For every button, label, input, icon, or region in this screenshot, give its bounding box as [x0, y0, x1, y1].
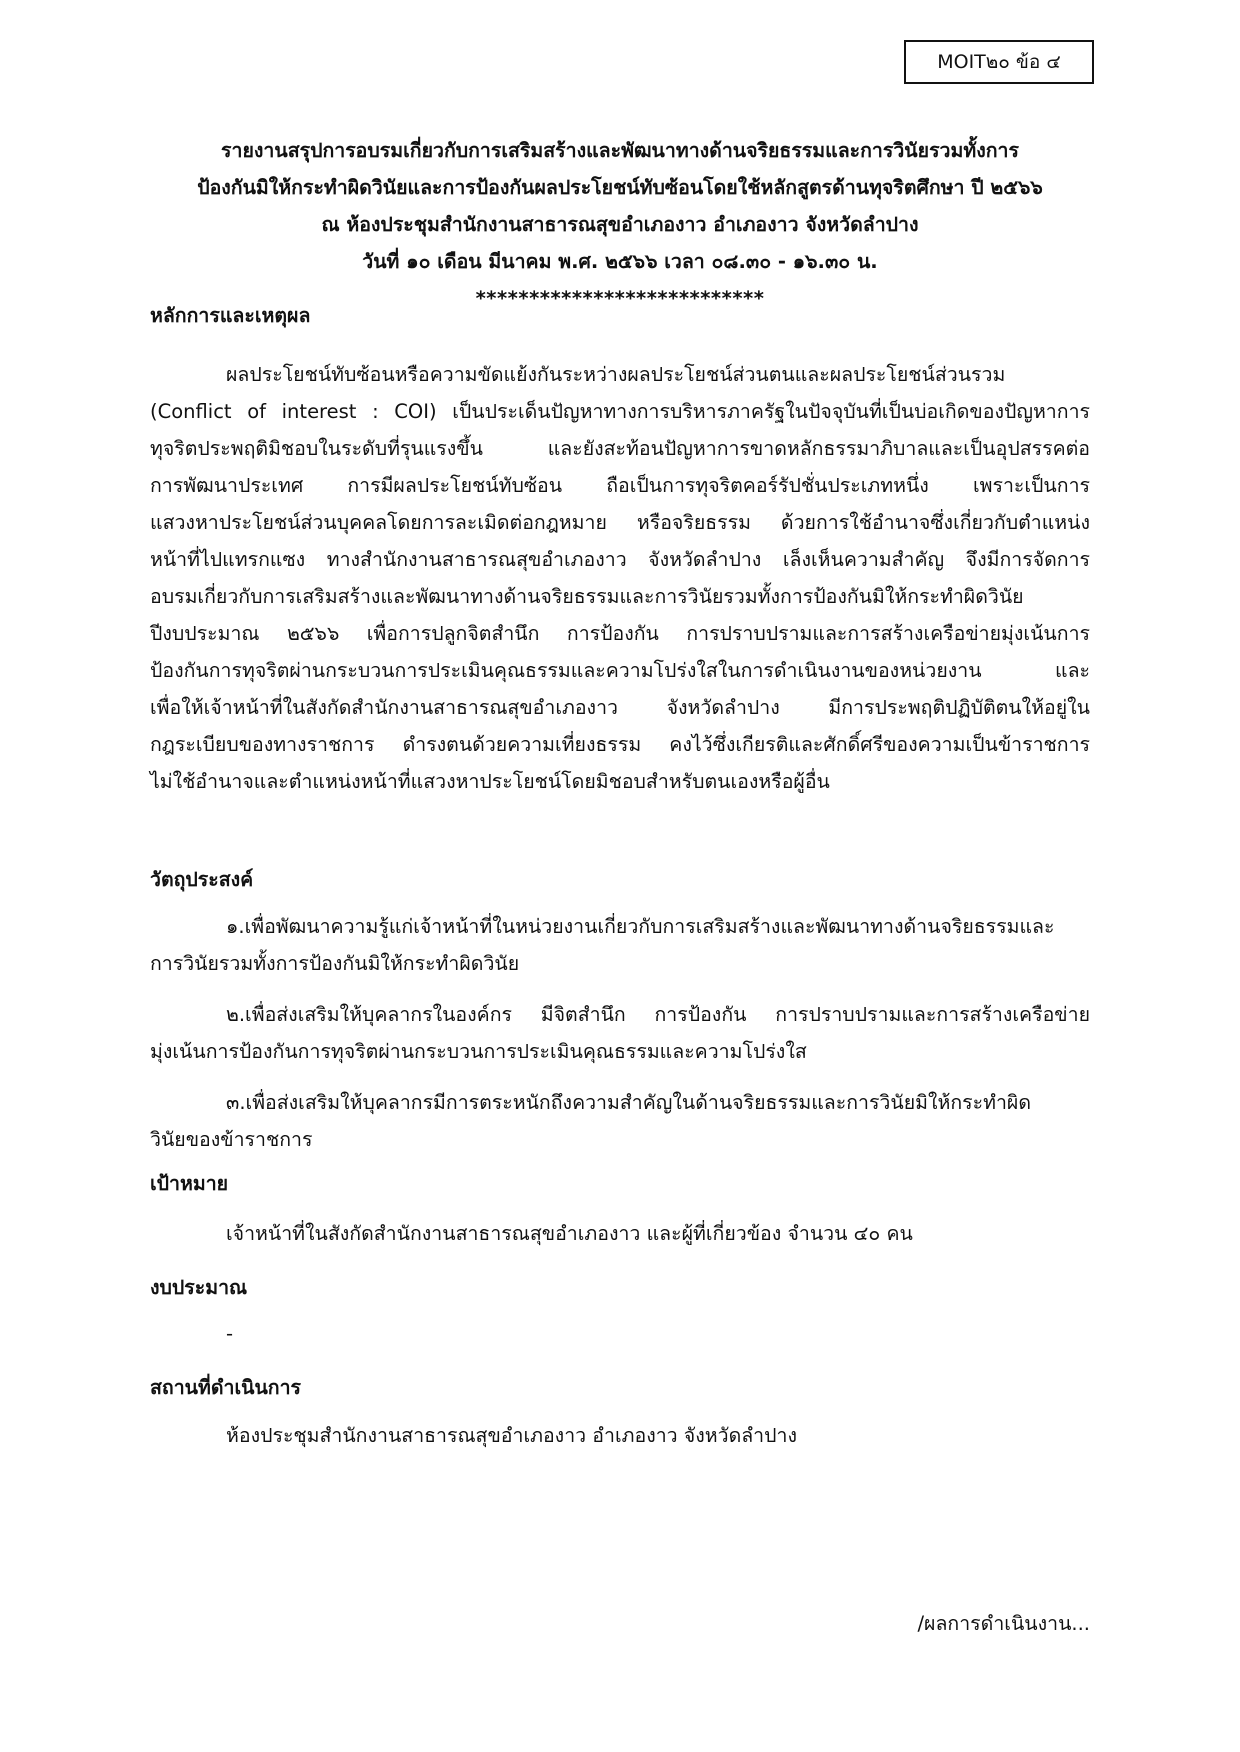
principles-paragraph	[150, 356, 1090, 800]
paragraph-line: ไม่ใช้อำนาจและตำแหน่งหน้าที่แสวงหาประโยชน์โดยมิชอบสำหรับตนเองหรือผู้อื่น	[150, 770, 830, 793]
continuation-note: /ผลการดำเนินงาน...	[917, 1612, 1090, 1635]
title-separator: ***************************	[475, 287, 765, 310]
document-reference-box	[904, 40, 1094, 84]
paragraph-line: ผลประโยชน์ทับซ้อนหรือความขัดแย้งกันระหว่างผลประโยชน์ส่วนตนและผลประโยชน์ส่วนรวม	[226, 363, 1006, 386]
paragraph-line: (Conflict of interest : COI) เป็นประเด็นปัญหาทางการบริหารภาครัฐในปัจจุบันที่เป็นบ่อเกิดของปัญหาการ	[150, 400, 1090, 423]
objective-item-1	[150, 908, 1090, 982]
venue-heading: สถานที่ดำเนินการ	[150, 1376, 302, 1399]
title-line: รายงานสรุปการอบรมเกี่ยวกับการเสริมสร้างและพัฒนาทางด้านจริยธรรมและการวินัยรวมทั้งการ	[221, 139, 1019, 162]
paragraph-line: หน้าที่ไปแทรกแซง ทางสำนักงานสาธารณสุขอำเภองาว จังหวัดลำปาง เล็งเห็นความสำคัญ จึงมีการจัดการ	[150, 548, 1090, 571]
objective-line: วินัยของข้าราชการ	[150, 1128, 313, 1151]
target-text: เจ้าหน้าที่ในสังกัดสำนักงานสาธารณสุขอำเภองาว และผู้ที่เกี่ยวข้อง จำนวน ๔๐ คน	[226, 1222, 913, 1245]
venue-text: ห้องประชุมสำนักงานสาธารณสุขอำเภองาว อำเภองาว จังหวัดลำปาง	[226, 1424, 797, 1447]
target-heading: เป้าหมาย	[150, 1172, 229, 1195]
objective-line: ๑.เพื่อพัฒนาความรู้แก่เจ้าหน้าที่ในหน่วยงานเกี่ยวกับการเสริมสร้างและพัฒนาทางด้านจริยธรรมและ	[226, 915, 1055, 938]
paragraph-line: อบรมเกี่ยวกับการเสริมสร้างและพัฒนาทางด้านจริยธรรมและการวินัยรวมทั้งการป้องกันมิให้กระทำผิดวินัย	[150, 585, 1024, 608]
title-date-line: วันที่ ๑๐ เดือน มีนาคม พ.ศ. ๒๕๖๖ เวลา ๐๘.๓๐ - ๑๖.๓๐ น.	[362, 250, 878, 273]
title-venue-line: ณ ห้องประชุมสำนักงานสาธารณสุขอำเภองาว อำเภองาว จังหวัดลำปาง	[321, 213, 919, 236]
paragraph-line: ปีงบประมาณ ๒๕๖๖ เพื่อการปลูกจิตสำนึก การป้องกัน การปราบปรามและการสร้างเครือข่ายมุ่งเน้นการ	[150, 622, 1090, 645]
principles-heading: หลักการและเหตุผล	[150, 304, 311, 327]
objective-item-3	[150, 1084, 1090, 1158]
objectives-heading: วัตถุประสงค์	[150, 868, 254, 891]
objective-line: ๓.เพื่อส่งเสริมให้บุคลากรมีการตระหนักถึงความสำคัญในด้านจริยธรรมและการวินัยมิให้กระทำผิด	[226, 1091, 1032, 1114]
document-reference-label: MOIT๒๐ ข้อ ๔	[937, 51, 1061, 73]
paragraph-line: แสวงหาประโยชน์ส่วนบุคคลโดยการละเมิดต่อกฎหมาย หรือจริยธรรม ด้วยการใช้อำนาจซึ่งเกี่ยวกับตำแหน่ง	[150, 511, 1090, 534]
objective-line: มุ่งเน้นการป้องกันการทุจริตผ่านกระบวนการประเมินคุณธรรมและความโปร่งใส	[150, 1040, 807, 1063]
objective-line: การวินัยรวมทั้งการป้องกันมิให้กระทำผิดวินัย	[150, 952, 520, 975]
paragraph-line: กฎระเบียบของทางราชการ ดำรงตนด้วยความเที่ยงธรรม คงไว้ซึ่งเกียรติและศักดิ์ศรีของความเป็นข้าราชการ	[150, 733, 1090, 756]
paragraph-line: ป้องกันการทุจริตผ่านกระบวนการประเมินคุณธรรมและความโปร่งใสในการดำเนินงานของหน่วยงาน และ	[150, 659, 1090, 682]
paragraph-line: เพื่อให้เจ้าหน้าที่ในสังกัดสำนักงานสาธารณสุขอำเภองาว จังหวัดลำปาง มีการประพฤติปฏิบัติตนให้อยู่ใน	[150, 696, 1090, 719]
objective-item-2	[150, 996, 1090, 1070]
objective-line: ๒.เพื่อส่งเสริมให้บุคลากรในองค์กร มีจิตสำนึก การป้องกัน การปราบปรามและการสร้างเครือข่าย	[226, 1003, 1090, 1026]
report-title	[100, 132, 1140, 317]
paragraph-line: การพัฒนาประเทศ การมีผลประโยชน์ทับซ้อน ถือเป็นการทุจริตคอร์รัปชั่นประเภทหนึ่ง เพราะเป็นการ	[150, 474, 1090, 497]
budget-heading: งบประมาณ	[150, 1276, 248, 1299]
paragraph-line: ทุจริตประพฤติมิชอบในระดับที่รุนแรงขึ้น และยังสะท้อนปัญหาการขาดหลักธรรมาภิบาลและเป็นอุปสรรคต่อ	[150, 437, 1090, 460]
title-line: ป้องกันมิให้กระทำผิดวินัยและการป้องกันผลประโยชน์ทับซ้อนโดยใช้หลักสูตรด้านทุจริตศึกษา ปี ๒๕๖๖	[197, 176, 1043, 199]
budget-text: -	[226, 1322, 234, 1345]
